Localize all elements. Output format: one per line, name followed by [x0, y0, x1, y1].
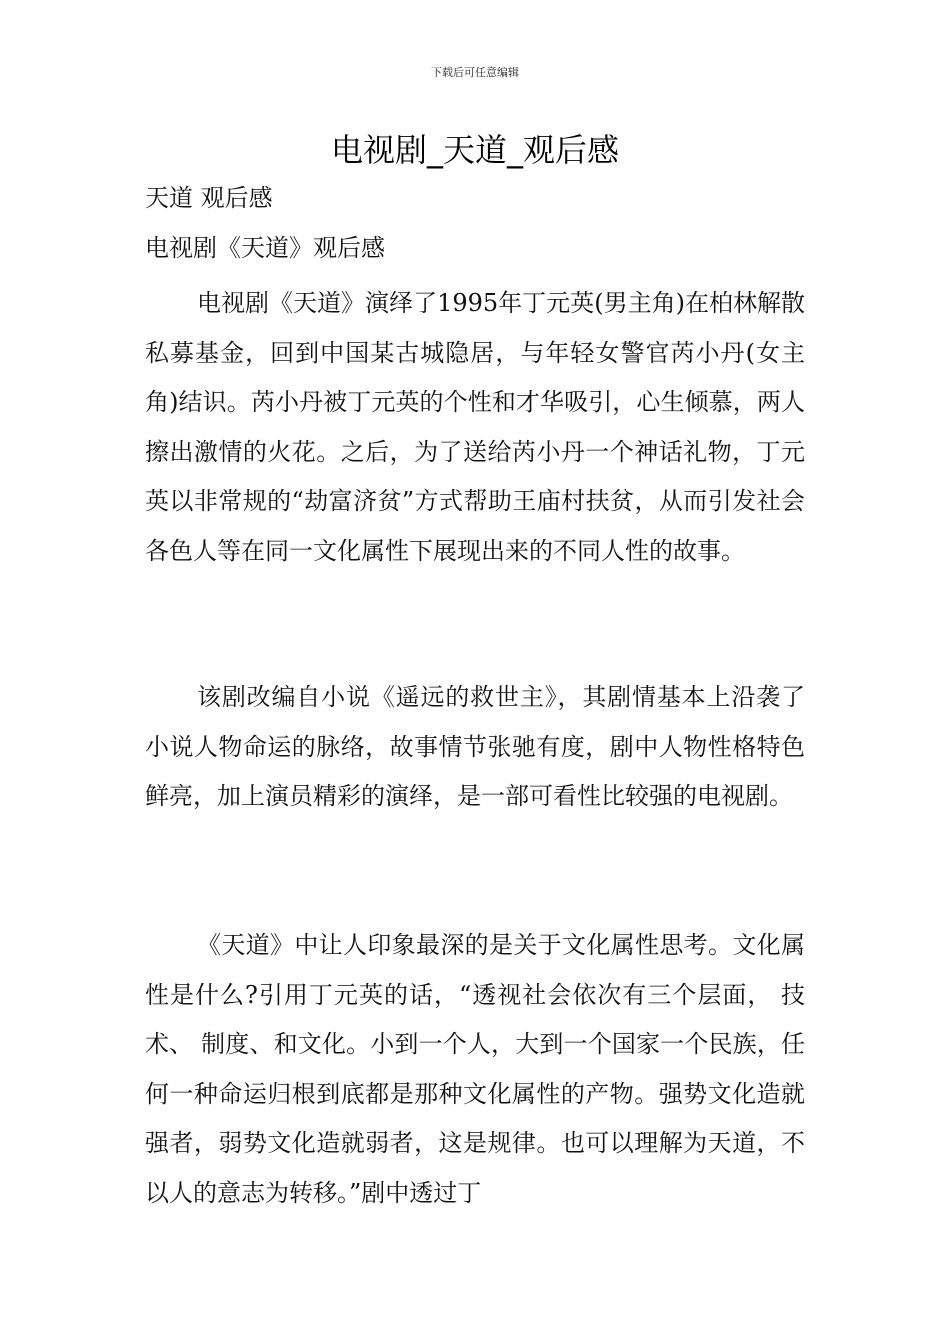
- page-header-note: 下载后可任意编辑: [431, 66, 519, 79]
- paragraph-3: [145, 921, 805, 1218]
- document-title: 电视剧_天道_观后感: [330, 131, 619, 169]
- subtitle-primary: 天道 观后感: [145, 184, 273, 212]
- paragraph-1-text: 电视剧《天道》演绎了1995年丁元英(男主角)在柏林解散私募基金，回到中国某古城隐居，与年轻女警官芮小丹(女主角)结识。芮小丹被丁元英的个性和才华吸引，心生倾慕，两人擦出激情的火花。之后，为了送给芮小丹一个神话礼物，丁元英以非常规的“劫富济贫”方式帮助王庙村扶贫，从而引发社会各色人等在同一文化属性下展现出来的不同人性的故事。: [145, 289, 805, 565]
- subtitle-secondary: 电视剧《天道》观后感: [145, 234, 385, 262]
- paragraph-2: [145, 673, 805, 822]
- paragraph-3-text: 《天道》中让人印象最深的是关于文化属性思考。文化属性是什么?引用丁元英的话，“透视社会依次有三个层面， 技术、 制度、和文化。小到一个人，大到一个国家一个民族，任何一种命运归根到底都是那种文化属性的产物。强势文化造就强者，弱势文化造就弱者，这是规律。也可以理解为天道，不以人的意志为转移。”剧中透过丁: [145, 931, 805, 1207]
- paragraph-2-text: 该剧改编自小说《遥远的救世主》，其剧情基本上沿袭了小说人物命运的脉络，故事情节张驰有度，剧中人物性格特色鲜亮，加上演员精彩的演绎，是一部可看性比较强的电视剧。: [145, 683, 805, 810]
- paragraph-1: [145, 279, 805, 576]
